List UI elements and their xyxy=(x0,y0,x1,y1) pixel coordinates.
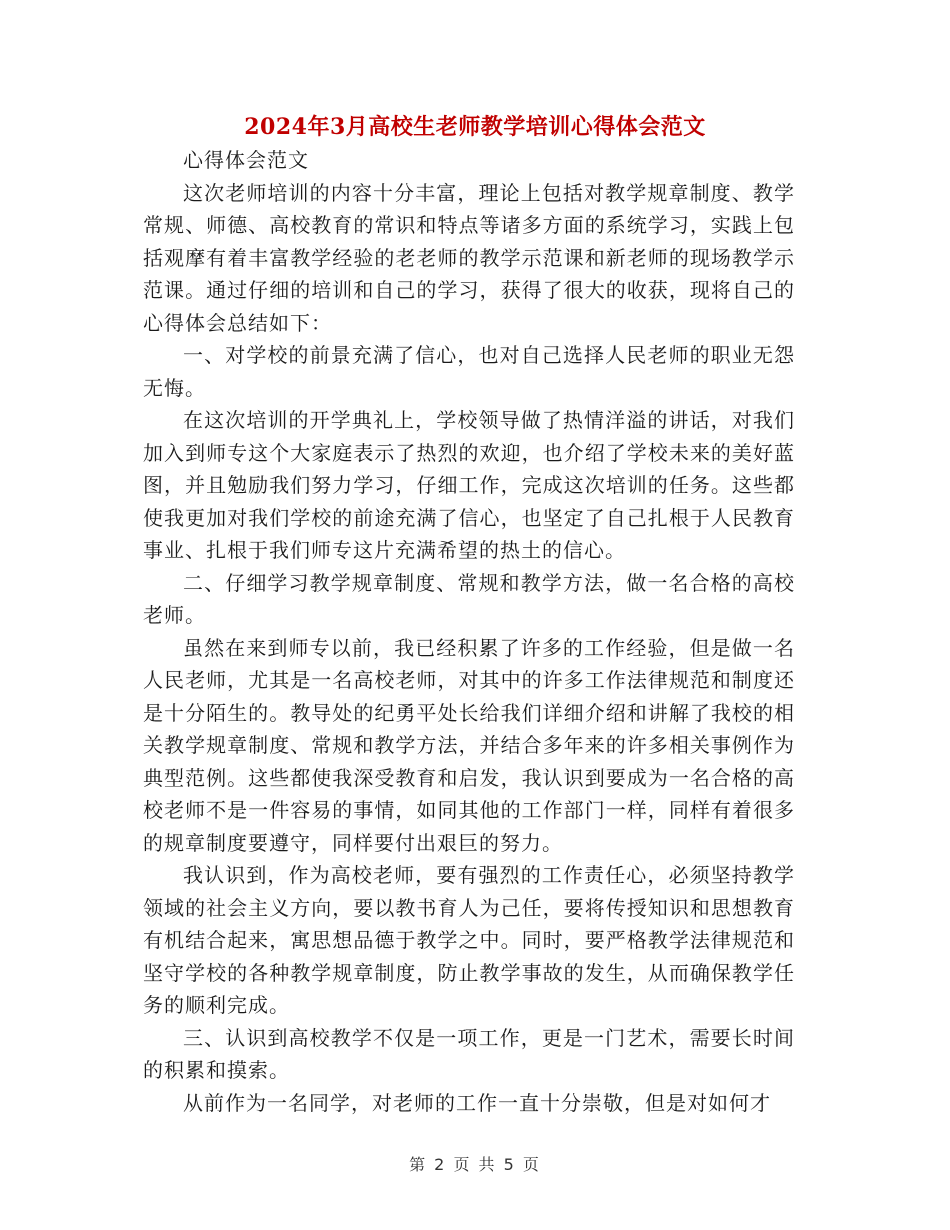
section-heading: 二、仔细学习教学规章制度、常规和教学方法，做一名合格的高校老师。 xyxy=(143,570,795,627)
document-body xyxy=(143,144,795,1119)
paragraph: 从前作为一名同学，对老师的工作一直十分崇敬，但是对如何才 xyxy=(183,1090,771,1115)
page-number-footer: 第 2 页 共 5 页 xyxy=(409,1155,541,1174)
paragraph: 虽然在来到师专以前，我已经积累了许多的工作经验，但是做一名人民老师，尤其是一名高校老师，对其中的许多工作法律规范和制度还是十分陌生的。教导处的纪勇平处长给我们详细介绍和讲解了我校的相关教学规章制度、常规和教学方法，并结合多年来的许多相关事例作为典型范例。这些都使我深受教育和启发，我认识到要成为一名合格的高校老师不是一件容易的事情，如同其他的工作部门一样，同样有着很多的规章制度要遵守，同样要付出艰巨的努力。 xyxy=(143,635,795,855)
document-title: 2024年3月高校生老师教学培训心得体会范文 xyxy=(244,114,706,140)
section-heading: 三、认识到高校教学不仅是一项工作，更是一门艺术，需要长时间的积累和摸索。 xyxy=(143,1025,795,1082)
paragraph: 心得体会范文 xyxy=(183,148,309,172)
section-heading: 一、对学校的前景充满了信心，也对自己选择人民老师的职业无怨无悔。 xyxy=(143,343,795,400)
paragraph: 在这次培训的开学典礼上，学校领导做了热情洋溢的讲话，对我们加入到师专这个大家庭表示了热烈的欢迎，也介绍了学校未来的美好蓝图，并且勉励我们努力学习，仔细工作，完成这次培训的任务。这些都使我更加对我们学校的前途充满了信心，也坚定了自己扎根于人民教育事业、扎根于我们师专这片充满希望的热土的信心。 xyxy=(143,408,795,562)
paragraph: 这次老师培训的内容十分丰富，理论上包括对教学规章制度、教学常规、师德、高校教育的常识和特点等诸多方面的系统学习，实践上包括观摩有着丰富教学经验的老老师的教学示范课和新老师的现场教学示范课。通过仔细的培训和自己的学习，获得了很大的收获，现将自己的心得体会总结如下： xyxy=(143,180,795,335)
paragraph: 我认识到，作为高校老师，要有强烈的工作责任心，必须坚持教学领域的社会主义方向，要以教书育人为己任，要将传授知识和思想教育有机结合起来，寓思想品德于教学之中。同时，要严格教学法律规范和坚守学校的各种教学规章制度，防止教学事故的发生，从而确保教学任务的顺利完成。 xyxy=(143,863,795,1017)
